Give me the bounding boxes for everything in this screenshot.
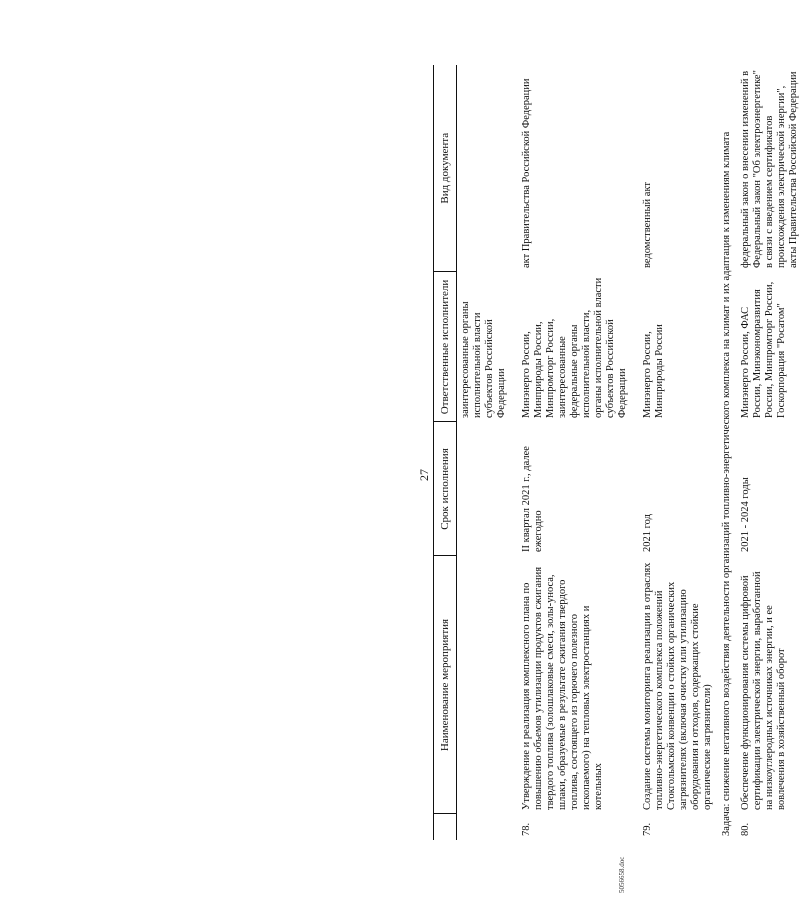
- cell-deadline: II квартал 2021 г., далее ежегодно: [521, 446, 544, 552]
- cell-responsible: заинтересованные органы исполнительной власти субъектов Российской Федерации: [460, 301, 507, 418]
- table-header-row: [434, 65, 457, 840]
- task-row: [718, 65, 737, 840]
- header-responsible: Ответственные исполнители: [434, 272, 457, 422]
- table-row: [639, 65, 718, 840]
- cell-deadline: 2021 - 2024 годы: [740, 477, 751, 552]
- measures-table: [433, 65, 804, 840]
- table-row-continuation: [457, 65, 513, 840]
- cell-num: 80.: [740, 822, 751, 836]
- cell-doctype: акт Правительства Российской Федерации: [521, 78, 532, 268]
- header-num: [434, 814, 457, 840]
- cell-name: Обеспечение функционирования системы цифровой сертификации электрической энергии, выработанной на низкоуглеродных источниках энергии, и ее вовлечения в хозяйственный оборот: [740, 571, 787, 810]
- table-row: [737, 65, 804, 840]
- cell-responsible: Минэнерго России, Минприроды России: [642, 324, 665, 418]
- cell-doctype: ведомственный акт: [642, 181, 653, 268]
- header-name: Наименование мероприятия: [434, 556, 457, 814]
- document-id: 5056658.doc: [618, 856, 626, 893]
- cell-num: 78.: [521, 822, 532, 836]
- cell-name: Создание системы мониторинга реализации в отраслях топливно-энергетического комплекса положений Стокгольмской конвенции о стойких органических загрязнителях (включая очистку или утилизацию оборудования и отходов, содержащих стойкие органические загрязнители): [642, 562, 713, 810]
- page-number: 27: [417, 469, 431, 481]
- cell-deadline: 2021 год: [642, 514, 653, 552]
- cell-doctype: федеральный закон о внесении изменений в Федеральный закон "Об электроэнергетике" в связи с введением сертификатов происхождения электрической энергии", акты Правительства Российской Федерации: [740, 70, 799, 268]
- cell-responsible: Минэнерго России, ФАС России, Минэкономразвития России, Минпромторг России, Госкорпорация "Росатом": [740, 281, 787, 418]
- task-heading: Задача: снижение негативного воздействия деятельности организаций топливно-энергетического комплекса на климат и их адаптация к изменениям климата: [721, 131, 732, 836]
- cell-name: Утверждение и реализация комплексного плана по повышению объемов утилизации продуктов сжигания твердого топлива (золошлаковые смеси, золы-уноса, шлаки, образуемые в результате сжигания твердого топлива, состоящего из горючего полезного ископаемого) на тепловых электростанциях и котельных: [521, 566, 604, 810]
- header-deadline: Срок исполнения: [434, 422, 457, 556]
- cell-num: 79.: [642, 822, 653, 836]
- cell-responsible: Минэнерго России, Минприроды России, Минпромторг России, заинтересованные федеральные органы исполнительной власти, органы исполнительной власти субъектов Российской Федерации: [521, 277, 628, 418]
- header-doctype: Вид документа: [434, 65, 457, 272]
- table-row: [518, 65, 633, 840]
